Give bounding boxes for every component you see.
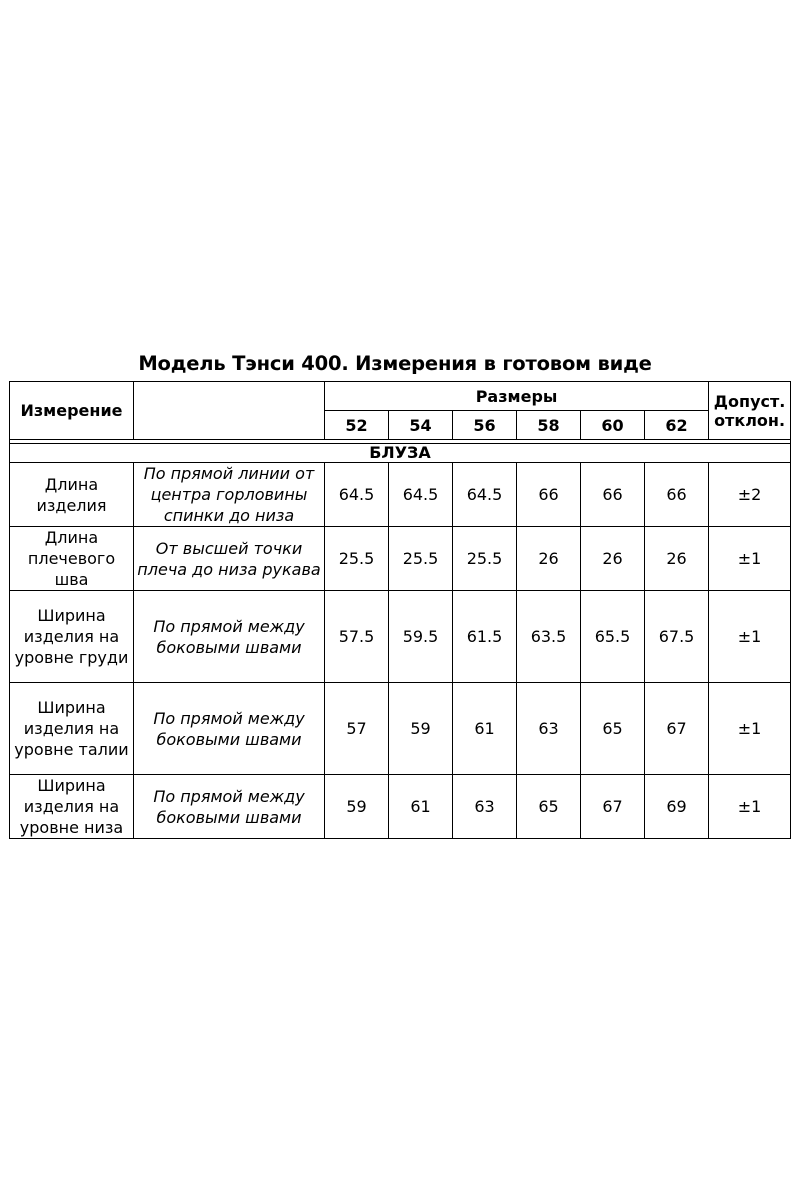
value-cell: 61 <box>389 775 453 839</box>
value-cell: 65 <box>517 775 581 839</box>
value-cell: 26 <box>645 527 709 591</box>
value-cell: 67.5 <box>645 591 709 683</box>
table-row <box>10 683 791 775</box>
table-row <box>10 527 791 591</box>
measurement-name: Длина плечевого шва <box>10 527 134 591</box>
header-row <box>10 382 791 411</box>
size-52: 52 <box>325 411 389 440</box>
measurement-name: Длина изделия <box>10 463 134 527</box>
measurement-method: По прямой между боковыми швами <box>134 591 325 683</box>
page-title: Модель Тэнси 400. Измерения в готовом виде <box>138 352 652 375</box>
value-cell: 65 <box>581 683 645 775</box>
size-54: 54 <box>389 411 453 440</box>
table-row <box>10 775 791 839</box>
measurement-name: Ширина изделия на уровне груди <box>10 591 134 683</box>
value-cell: 64.5 <box>389 463 453 527</box>
value-cell: 66 <box>517 463 581 527</box>
sizes-header: Размеры <box>325 382 709 411</box>
tolerance-cell: ±1 <box>709 775 791 839</box>
tolerance-cell: ±1 <box>709 527 791 591</box>
value-cell: 59 <box>389 683 453 775</box>
value-cell: 67 <box>645 683 709 775</box>
tolerance-cell: ±1 <box>709 683 791 775</box>
value-cell: 66 <box>645 463 709 527</box>
measurement-name: Ширина изделия на уровне низа <box>10 775 134 839</box>
value-cell: 25.5 <box>453 527 517 591</box>
measurement-method: От высшей точки плеча до низа рукава <box>134 527 325 591</box>
value-cell: 61 <box>453 683 517 775</box>
value-cell: 59 <box>325 775 389 839</box>
tolerance-header: Допуст. отклон. <box>709 382 791 440</box>
value-cell: 69 <box>645 775 709 839</box>
size-58: 58 <box>517 411 581 440</box>
value-cell: 57.5 <box>325 591 389 683</box>
value-cell: 25.5 <box>389 527 453 591</box>
tolerance-cell: ±2 <box>709 463 791 527</box>
value-cell: 59.5 <box>389 591 453 683</box>
section-label: БЛУЗА <box>10 444 791 463</box>
value-cell: 66 <box>581 463 645 527</box>
value-cell: 57 <box>325 683 389 775</box>
value-cell: 63 <box>453 775 517 839</box>
section-row <box>10 444 791 463</box>
size-60: 60 <box>581 411 645 440</box>
measurement-header: Измерение <box>10 382 134 440</box>
value-cell: 64.5 <box>453 463 517 527</box>
value-cell: 67 <box>581 775 645 839</box>
value-cell: 63.5 <box>517 591 581 683</box>
value-cell: 61.5 <box>453 591 517 683</box>
value-cell: 26 <box>517 527 581 591</box>
method-header <box>134 382 325 440</box>
size-62: 62 <box>645 411 709 440</box>
value-cell: 64.5 <box>325 463 389 527</box>
value-cell: 26 <box>581 527 645 591</box>
value-cell: 65.5 <box>581 591 645 683</box>
tolerance-cell: ±1 <box>709 591 791 683</box>
value-cell: 63 <box>517 683 581 775</box>
measurement-table <box>9 381 791 839</box>
table-row <box>10 591 791 683</box>
value-cell: 25.5 <box>325 527 389 591</box>
measurement-name: Ширина изделия на уровне талии <box>10 683 134 775</box>
measurement-method: По прямой линии от центра горловины спинки до низа <box>134 463 325 527</box>
measurement-method: По прямой между боковыми швами <box>134 683 325 775</box>
size-56: 56 <box>453 411 517 440</box>
table-row <box>10 463 791 527</box>
measurement-method: По прямой между боковыми швами <box>134 775 325 839</box>
